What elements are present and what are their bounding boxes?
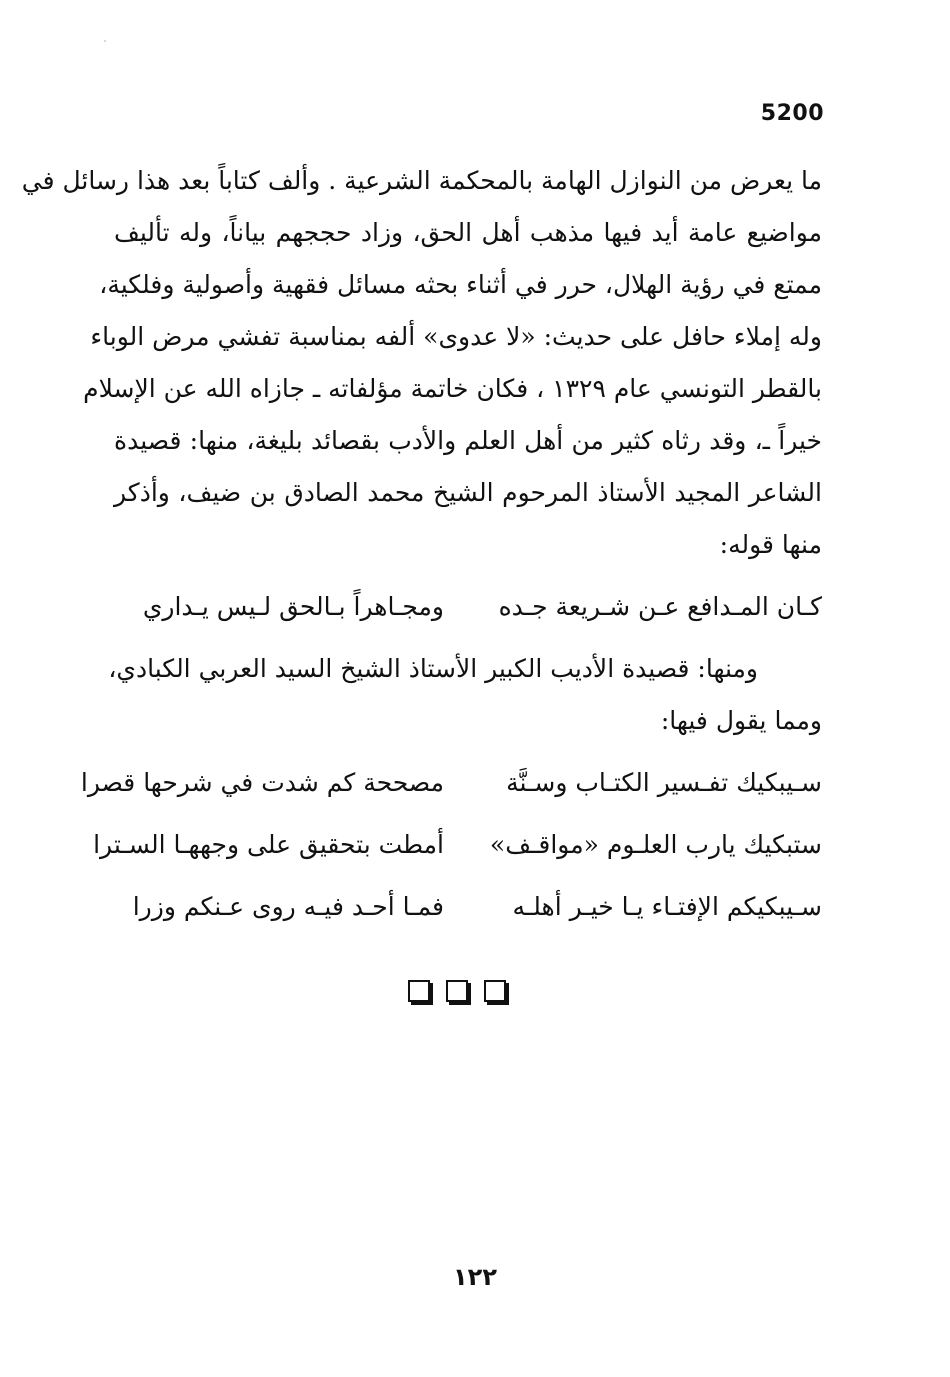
verse-second-hemistich: أمطت بتحقيق على وجههـا السـترا [93,830,444,859]
text-line: ومما يقول فيها: [660,706,822,735]
poem-verse [93,819,822,871]
text-line: منها قوله: [719,530,822,559]
page-body [21,155,822,933]
verse-first-hemistich: سـيبكيك تفـسير الكتـاب وسـنَّة [506,768,822,797]
poem-verse [114,581,822,633]
section-end-ornament [408,980,506,1002]
verse-first-hemistich: سـيبكيكم الإفتـاء يـا خيـر أهلـه [512,892,822,921]
text-line: خيراً ـ، وقد رثاه كثير من أهل العلم والأدب بقصائد بليغة، منها: قصيدة [114,426,822,455]
poem-verse [80,757,822,809]
verse-second-hemistich: مصححة كم شدت في شرحها قصرا [80,768,444,797]
verse-second-hemistich: فمـا أحـد فيـه روى عـنكم وزرا [132,892,444,921]
text-line: الشاعر المجيد الأستاذ المرحوم الشيخ محمد الصادق بن ضيف، وأذكر [114,478,822,507]
verse-first-hemistich: كـان المـدافع عـن شـريعة جـده [498,592,822,621]
scan-speck [104,40,106,42]
square-box-icon [408,980,430,1002]
text-line: ما يعرض من النوازل الهامة بالمحكمة الشرعية . وألف كتاباً بعد هذا رسائل في [21,166,822,195]
square-box-icon [446,980,468,1002]
text-line: وله إملاء حافل على حديث: «لا عدوى» ألفه بمناسبة تفشي مرض الوباء [90,322,822,351]
square-box-icon [484,980,506,1002]
poem-verse [114,881,822,933]
text-line: ممتع في رؤية الهلال، حرر في أثناء بحثه مسائل فقهية وأصولية وفلكية، [99,270,822,299]
page-number: ١٢٢ [453,1263,497,1291]
text-line: ومنها: قصيدة الأديب الكبير الأستاذ الشيخ السيد العربي الكبادي، [108,654,758,683]
verse-first-hemistich: ستبكيك يارب العلـوم «مواقـف» [489,830,822,859]
page-code: 5200 [760,101,824,126]
text-line: بالقطر التونسي عام ١٣٢٩ ، فكان خاتمة مؤلفاته ـ جازاه الله عن الإسلام [83,374,822,403]
verse-second-hemistich: ومجـاهراً بـالحق لـيس يـداري [142,592,444,621]
text-line: مواضيع عامة أيد فيها مذهب أهل الحق، وزاد حججهم بياناً، وله تأليف [114,218,822,247]
